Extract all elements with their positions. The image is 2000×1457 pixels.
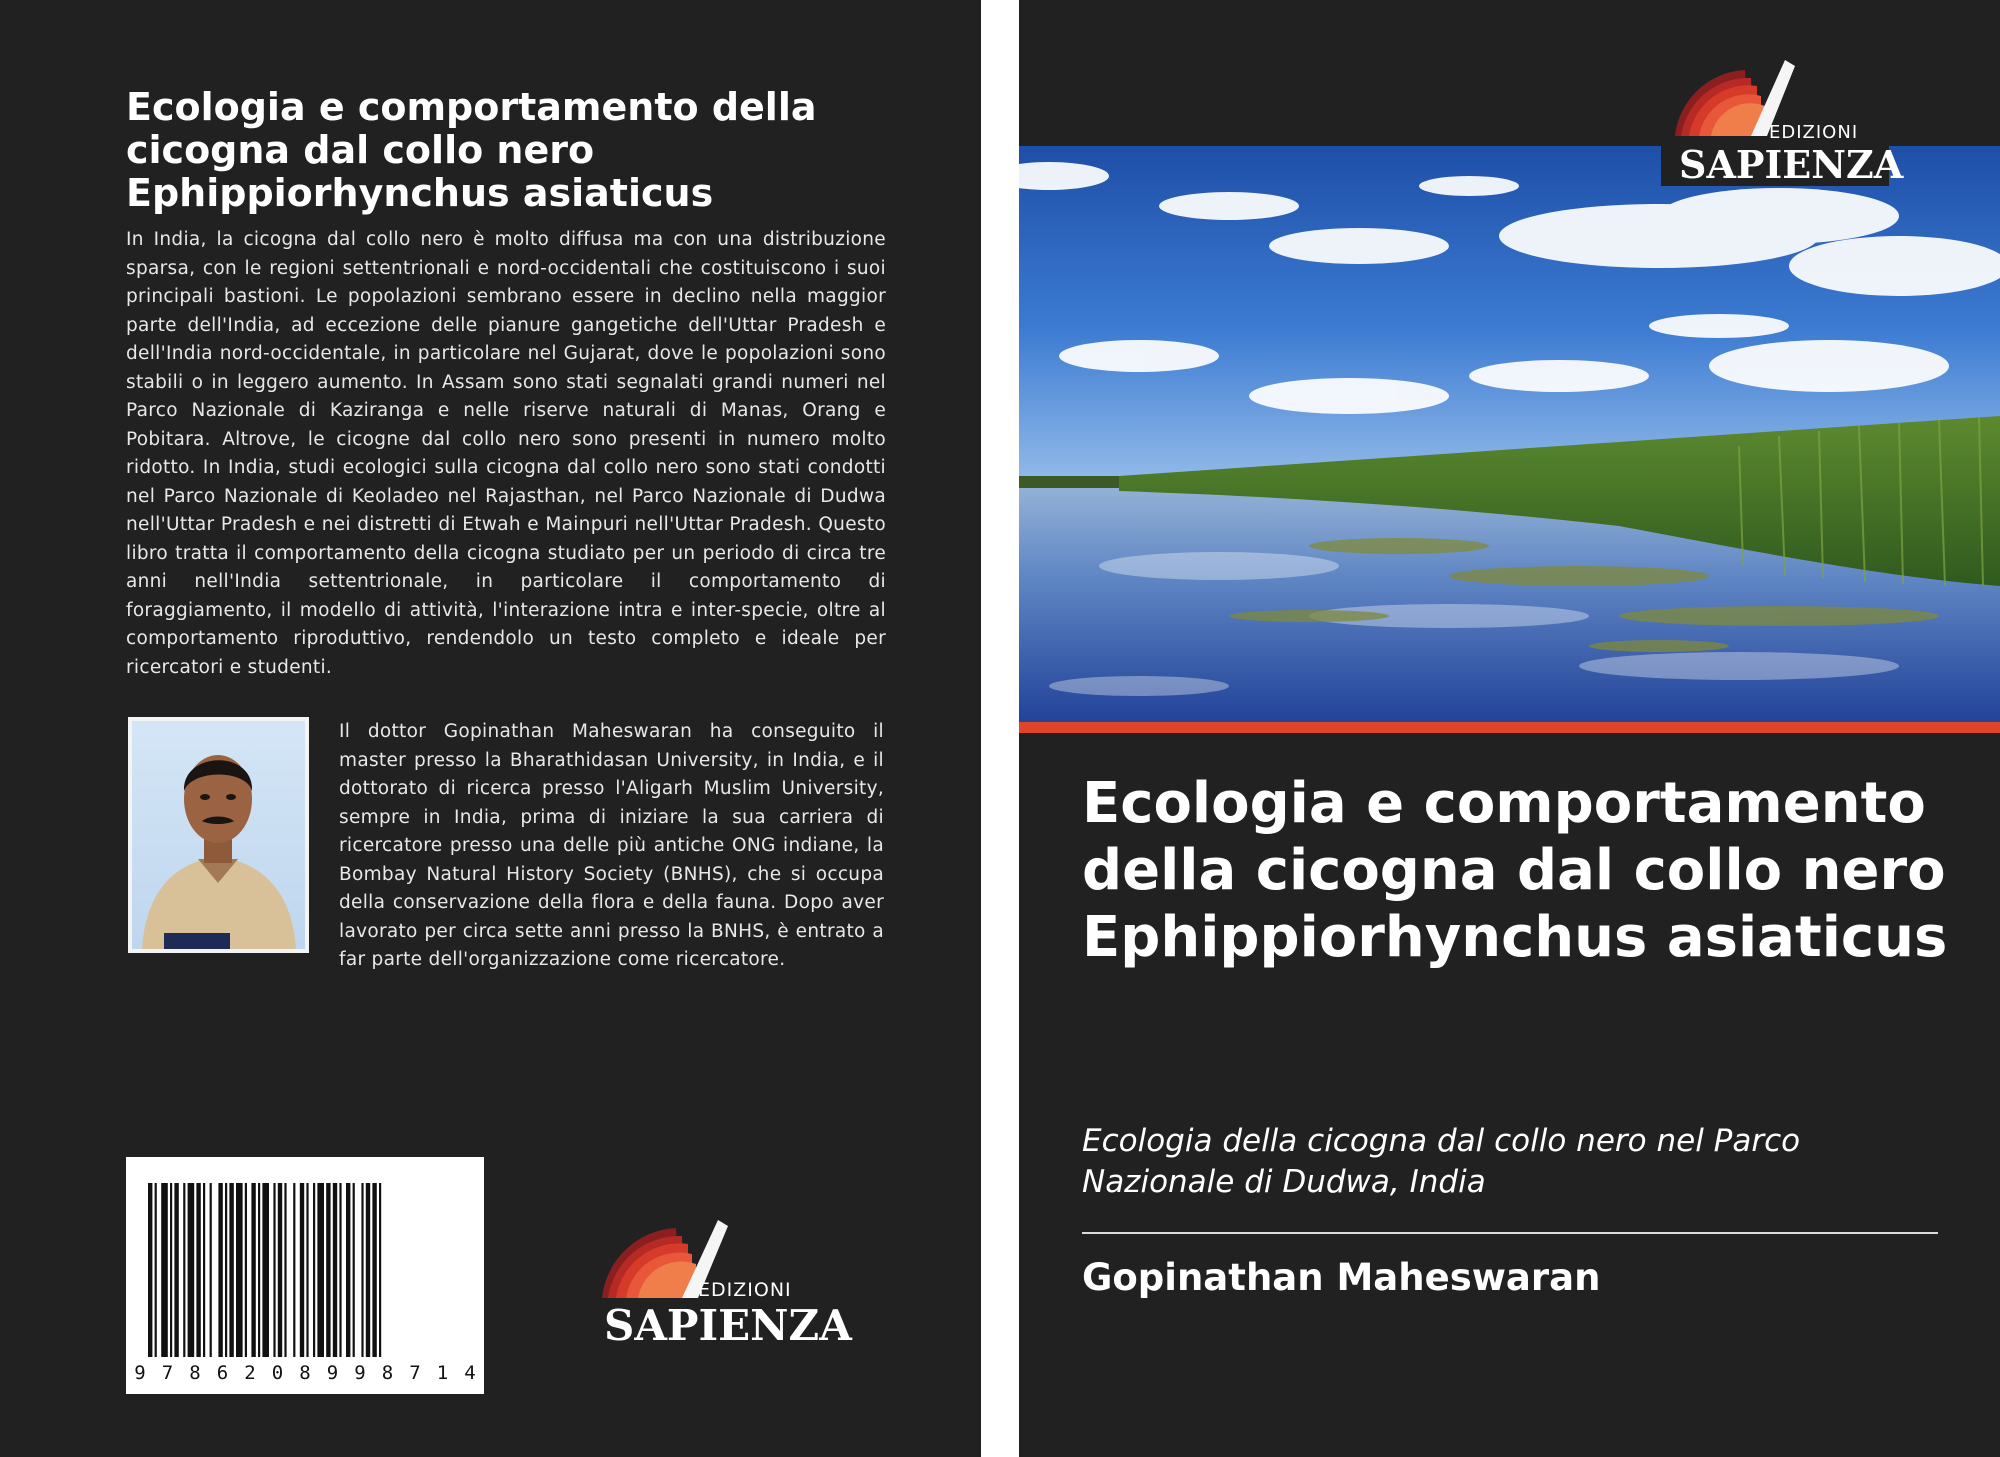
barcode-bar (317, 1183, 324, 1357)
barcode-bar (196, 1183, 200, 1357)
barcode-bar (339, 1183, 341, 1357)
publisher-logo-back (598, 1214, 852, 1356)
barcode-bar (236, 1183, 243, 1357)
barcode-bar (278, 1183, 282, 1357)
spine-gap (981, 0, 1019, 1457)
barcode-bar (229, 1183, 233, 1357)
barcode-bar (300, 1183, 304, 1357)
barcode-bar (273, 1183, 275, 1357)
barcode-bar (346, 1183, 350, 1357)
front-cover-author: Gopinathan Maheswaran (1082, 1256, 1601, 1299)
barcode-bar (203, 1183, 205, 1357)
barcode-bar (372, 1183, 376, 1357)
back-cover-title: Ecologia e comportamento della cicogna dal collo nero Ephippiorhynchus asiaticus (126, 85, 817, 215)
isbn-digit: 8 (381, 1362, 394, 1384)
barcode-bar (170, 1183, 172, 1357)
isbn-digit: 2 (244, 1362, 256, 1384)
front-cover-title: Ecologia e comportamento della cicogna dal collo nero Ephippiorhynchus asiaticus (1082, 771, 1948, 970)
isbn-digit: 1 (436, 1362, 449, 1384)
barcode-bar (326, 1183, 330, 1357)
accent-strip (1019, 722, 2000, 733)
isbn-digit: 9 (354, 1362, 366, 1384)
barcode-bar (284, 1183, 286, 1357)
barcode-bar (225, 1183, 227, 1357)
isbn-digit: 0 (271, 1362, 284, 1384)
publisher-logo-front (1661, 56, 1904, 187)
barcode-bar (262, 1183, 269, 1357)
logo-imprint-large: SAPIENZA (1679, 142, 1904, 187)
author-photo (128, 717, 309, 953)
barcode-bar (361, 1183, 363, 1357)
barcode-bar (293, 1183, 295, 1357)
barcode-bar (353, 1183, 355, 1357)
back-cover-blurb: In India, la cicogna dal collo nero è molto diffusa ma con una distribuzione sparsa, con le regioni settentrionali e nord-occidentali che costituiscono i suoi principali bastioni. Le popolazioni sembrano essere in declino nella maggior parte dell'India, ad eccezione delle pianure gangetiche dell'Uttar Pradesh e dell'India nord-occidentale, in particolare nel Gujarat, dove le popolazioni sono stabili o in leggero aumento. In Assam sono stati segnalati grandi numeri nel Parco Nazionale di Kaziranga e nelle riserve naturali di Manas, Orang e Pobitara. Altrove, le cicogne dal collo nero sono presenti in numero molto ridotto. In India, studi ecologici sulla cicogna dal collo nero sono stati condotti nel Parco Nazionale di Keoladeo nel Rajasthan, nel Parco Nazionale di Dudwa nell'Uttar Pradesh e nei distretti di Etwah e Mainpuri nell'Uttar Pradesh. Questo libro tratta il comportamento della cicogna studiato per un periodo di circa tre anni nell'India settentrionale, in particolare il comportamento di foraggiamento, il modello di attività, l'interazione intra e inter-specie, oltre al comportamento riproduttivo, rendendolo un testo completo e ideale per ricercatori e studenti. (126, 229, 886, 678)
barcode-bar (258, 1183, 260, 1357)
barcode-bar (148, 1183, 152, 1357)
barcode-bar (210, 1183, 212, 1357)
barcode-bar (183, 1183, 185, 1357)
isbn-digit: 9 (134, 1362, 146, 1384)
logo-imprint-large: SAPIENZA (604, 1301, 852, 1350)
logo-imprint-small: EDIZIONI (1769, 122, 1859, 143)
barcode-bar (366, 1183, 370, 1357)
isbn-digit: 9 (326, 1362, 339, 1384)
isbn-digit: 8 (189, 1362, 201, 1384)
barcode-bar (379, 1183, 381, 1357)
front-cover-subtitle: Ecologia della cicogna dal collo nero nel Parco Nazionale di Dudwa, India (1082, 1123, 1801, 1200)
isbn-digit: 7 (161, 1362, 174, 1384)
barcode-bar (313, 1183, 315, 1357)
barcode-bar (174, 1183, 178, 1357)
barcode-bar (333, 1183, 337, 1357)
barcode-bar (155, 1183, 157, 1357)
author-bio: Il dottor Gopinathan Maheswaran ha conseguito il master presso la Bharathidasan University, in India, e il dottorato di ricerca presso l'Aligarh Muslim University, sempre in India, prima di iniziare la sua carriera di ricercatore presso una delle più antiche ONG indiane, la Bombay Natural History Society (BNHS), che si occupa della conservazione della flora e della fauna. Dopo aver lavorato per circa sette anni presso la BNHS, è entrato a far parte dell'organizzazione come ricercatore. (339, 721, 884, 970)
barcode-bar (218, 1183, 222, 1357)
wetland-cover-photo (1019, 146, 2000, 730)
isbn-digit: 4 (464, 1362, 476, 1384)
isbn-digit: 7 (409, 1362, 421, 1384)
barcode-bar (245, 1183, 247, 1357)
barcode-bar (306, 1183, 308, 1357)
logo-imprint-small: EDIZIONI (698, 1279, 792, 1301)
barcode-bar (251, 1183, 255, 1357)
isbn-digit: 6 (216, 1362, 229, 1384)
isbn-barcode (126, 1157, 484, 1394)
divider (1082, 1232, 1938, 1234)
barcode-bar (188, 1183, 195, 1357)
isbn-digit: 8 (299, 1362, 311, 1384)
barcode-bar (161, 1183, 168, 1357)
